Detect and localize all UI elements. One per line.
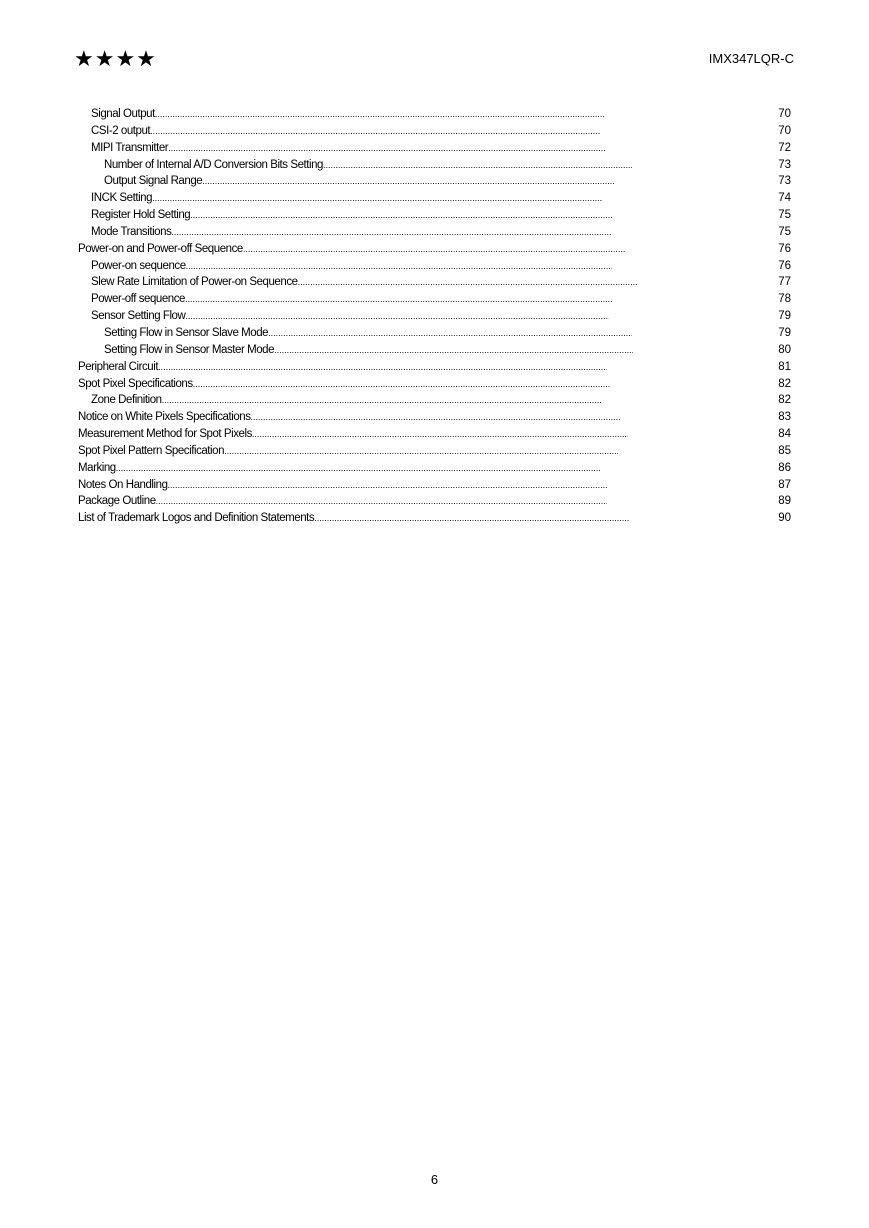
toc-entry-title[interactable]: Notice on White Pixels Specifications ..... — [78, 409, 620, 425]
toc-entry-row[interactable] — [78, 359, 791, 376]
toc-entry-title[interactable]: Output Signal Range ..... — [78, 173, 615, 189]
toc-entry-row[interactable] — [78, 443, 791, 460]
toc-entry-row[interactable] — [78, 106, 791, 123]
toc-entry-page: 75 — [778, 209, 791, 222]
toc-entry-row[interactable] — [78, 291, 791, 308]
toc-entry-page: 90 — [778, 512, 791, 525]
toc-entry-title[interactable]: Measurement Method for Spot Pixels ..... — [78, 426, 628, 442]
toc-entry-row[interactable] — [78, 409, 791, 426]
toc-entry-title[interactable]: Mode Transitions ..... — [78, 224, 612, 240]
toc-entry-page: 76 — [778, 259, 791, 272]
toc-entry-title[interactable]: Spot Pixel Pattern Specification ..... — [78, 443, 618, 459]
toc-entry-page: 70 — [778, 108, 791, 120]
toc-entry-page: 70 — [778, 124, 791, 137]
toc-entry-row[interactable] — [78, 325, 791, 342]
toc-entry-page: 81 — [778, 360, 791, 373]
page-number: 6 — [430, 1172, 439, 1187]
toc-entry-title[interactable]: Setting Flow in Sensor Slave Mode ..... — [78, 325, 632, 341]
toc-entry-page: 76 — [778, 242, 791, 255]
table-of-contents — [78, 106, 791, 527]
toc-entry-page: 77 — [778, 276, 791, 289]
toc-entry-page: 73 — [778, 175, 791, 188]
toc-entry-title[interactable]: Spot Pixel Specifications ..... — [78, 376, 610, 392]
toc-entry-row[interactable] — [78, 258, 791, 275]
toc-entry-title[interactable]: List of Trademark Logos and Definition Statements ..... — [78, 510, 630, 526]
toc-entry-row[interactable] — [78, 460, 791, 477]
toc-entry-row[interactable] — [78, 342, 791, 359]
toc-entry-page: 89 — [778, 495, 791, 508]
toc-entry-page: 85 — [778, 444, 791, 457]
toc-entry-page: 87 — [778, 478, 791, 491]
toc-entry-title[interactable]: Peripheral Circuit ..... — [78, 359, 607, 375]
rating-stars: ★★★★ — [74, 47, 157, 72]
toc-entry-row[interactable] — [78, 173, 791, 190]
toc-entry-row[interactable] — [78, 308, 791, 325]
toc-entry-page: 79 — [778, 326, 791, 339]
toc-entry-page: 80 — [778, 343, 791, 356]
toc-entry-row[interactable] — [78, 190, 791, 207]
toc-entry-page: 84 — [778, 428, 791, 441]
toc-entry-row[interactable] — [78, 376, 791, 393]
toc-entry-page: 73 — [778, 158, 791, 171]
toc-entry-page: 74 — [778, 192, 791, 205]
toc-entry-page: 79 — [778, 310, 791, 323]
toc-entry-title[interactable]: Number of Internal A/D Conversion Bits Setting ..... — [78, 157, 632, 173]
toc-entry-row[interactable] — [78, 493, 791, 510]
toc-entry-title[interactable]: CSI-2 output ..... — [78, 123, 601, 139]
toc-entry-title[interactable]: MIPI Transmitter ..... — [78, 140, 605, 156]
toc-entry-row[interactable] — [78, 477, 791, 494]
toc-entry-title[interactable]: Register Hold Setting ..... — [78, 207, 612, 223]
toc-entry-title[interactable]: Power-on sequence ..... — [78, 258, 612, 274]
toc-entry-row[interactable] — [78, 510, 791, 527]
toc-entry-page: 82 — [778, 394, 791, 407]
toc-entry-title[interactable]: Package Outline ..... — [78, 493, 607, 509]
toc-entry-title[interactable]: Signal Output ..... — [78, 106, 604, 122]
toc-entry-page: 72 — [778, 141, 791, 154]
toc-entry-page: 83 — [778, 411, 791, 424]
toc-entry-title[interactable]: Power-on and Power-off Sequence ..... — [78, 241, 625, 257]
toc-entry-page: 75 — [778, 225, 791, 238]
toc-entry-title[interactable]: Slew Rate Limitation of Power-on Sequence ..... — [78, 274, 638, 290]
toc-entry-row[interactable] — [78, 207, 791, 224]
toc-entry-page: 82 — [778, 377, 791, 390]
toc-entry-row[interactable] — [78, 274, 791, 291]
toc-entry-title[interactable]: Marking ..... — [78, 460, 600, 476]
toc-entry-title[interactable]: Notes On Handling ..... — [78, 477, 608, 493]
toc-entry-row[interactable] — [78, 392, 791, 409]
toc-entry-row[interactable] — [78, 123, 791, 140]
toc-entry-title[interactable]: INCK Setting ..... — [78, 190, 603, 206]
toc-entry-page: 86 — [778, 461, 791, 474]
toc-entry-title[interactable]: Zone Definition ..... — [78, 392, 602, 408]
toc-entry-title[interactable]: Setting Flow in Sensor Master Mode ..... — [78, 342, 633, 358]
toc-entry-row[interactable] — [78, 426, 791, 443]
toc-entry-page: 78 — [778, 293, 791, 306]
toc-entry-row[interactable] — [78, 224, 791, 241]
toc-entry-row[interactable] — [78, 241, 791, 258]
toc-entry-row[interactable] — [78, 157, 791, 174]
document-id: IMX347LQR-C — [708, 51, 794, 66]
toc-entry-row[interactable] — [78, 140, 791, 157]
toc-entry-title[interactable]: Sensor Setting Flow ..... — [78, 308, 609, 324]
toc-entry-title[interactable]: Power-off sequence ..... — [78, 291, 612, 307]
